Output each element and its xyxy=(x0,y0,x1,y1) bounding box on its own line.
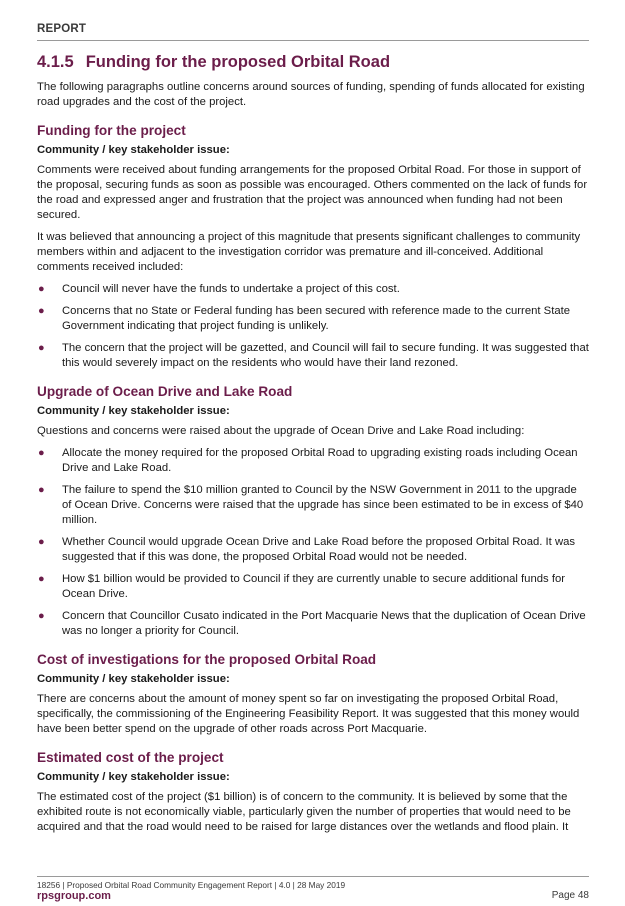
bullet-icon: ● xyxy=(38,283,45,295)
upgrade-paragraph-1: Questions and concerns were raised about the upgrade of Ocean Drive and Lake Road including: xyxy=(37,425,525,437)
list-item xyxy=(37,304,589,334)
investigations-issue-label: Community / key stakeholder issue: xyxy=(37,673,230,685)
estimated-issue-label: Community / key stakeholder issue: xyxy=(37,771,230,783)
upgrade-heading: Upgrade of Ocean Drive and Lake Road xyxy=(37,384,293,399)
section-title: Funding for the proposed Orbital Road xyxy=(85,53,391,71)
list-item-text: Whether Council would upgrade Ocean Drive and Lake Road before the proposed Orbital Road. It was suggested that if this was done, the proposed Orbital Road would not be needed. xyxy=(62,536,576,563)
bullet-icon: ● xyxy=(38,484,45,496)
estimated-paragraph-1: The estimated cost of the project ($1 billion) is of concern to the community. It is believed by some that the exhibited route is not economically viable, particularly given the number of properties that would need to be acquired and that the road would need to be raised for large distances over the wetlands and flood plain. It xyxy=(37,791,571,833)
upgrade-issue-label: Community / key stakeholder issue: xyxy=(37,405,230,417)
bullet-icon: ● xyxy=(38,610,45,622)
footer-site-link[interactable]: rpsgroup.com xyxy=(37,890,111,902)
list-item-text: Concerns that no State or Federal funding has been secured with reference made to the current State Government indicating that project funding is unlikely. xyxy=(62,305,571,332)
upgrade-bullet-list xyxy=(37,446,589,639)
bullet-icon: ● xyxy=(38,342,45,354)
list-item xyxy=(37,572,589,602)
funding-issue-label: Community / key stakeholder issue: xyxy=(37,144,230,156)
list-item-text: Allocate the money required for the proposed Orbital Road to upgrading existing roads including Ocean Drive and Lake Road. xyxy=(62,447,578,474)
report-page xyxy=(37,0,589,906)
bullet-icon: ● xyxy=(38,305,45,317)
list-item-text: The failure to spend the $10 million granted to Council by the NSW Government in 2011 to the upgrade of Ocean Drive. Concerns were raised that the upgrade has since been estimated to be in excess of $40 million. xyxy=(62,484,584,526)
section-heading xyxy=(37,53,589,72)
footer-divider xyxy=(37,876,589,877)
list-item-text: Concern that Councillor Cusato indicated in the Port Macquarie News that the duplication of Ocean Drive was no longer a priority for Council. xyxy=(62,610,586,637)
list-item-text: Council will never have the funds to undertake a project of this cost. xyxy=(62,283,400,295)
list-item xyxy=(37,446,589,476)
investigations-heading: Cost of investigations for the proposed Orbital Road xyxy=(37,652,377,667)
bullet-icon: ● xyxy=(38,573,45,585)
intro-paragraph: The following paragraphs outline concerns around sources of funding, spending of funds allocated for existing road upgrades and the cost of the project. xyxy=(37,81,585,108)
list-item xyxy=(37,341,589,371)
list-item xyxy=(37,483,589,528)
footer-doc-info: 18256 | Proposed Orbital Road Community Engagement Report | 4.0 | 28 May 2019 xyxy=(37,880,346,890)
bullet-icon: ● xyxy=(38,447,45,459)
funding-heading: Funding for the project xyxy=(37,123,186,138)
funding-bullet-list xyxy=(37,282,589,371)
bullet-icon: ● xyxy=(38,536,45,548)
header-divider xyxy=(37,40,589,41)
list-item-text: The concern that the project will be gazetted, and Council will fail to secure funding. It was suggested that this would severely impact on the residents who would have their land rezoned. xyxy=(62,342,589,369)
list-item-text: How $1 billion would be provided to Council if they are currently unable to secure additional funds for Ocean Drive. xyxy=(62,573,566,600)
investigations-paragraph-1: There are concerns about the amount of money spent so far on investigating the proposed Orbital Road, specifically, the commissioning of the Engineering Feasibility Report. It was suggested that this money would have been better spend on the upgrade of other roads across Port Macquarie. xyxy=(37,693,580,735)
page-content xyxy=(37,53,589,842)
list-item xyxy=(37,282,589,297)
page-number: Page 48 xyxy=(551,890,589,901)
section-number: 4.1.5 xyxy=(37,53,74,71)
list-item xyxy=(37,609,589,639)
header-label: REPORT xyxy=(37,23,87,35)
list-item xyxy=(37,535,589,565)
funding-paragraph-2: It was believed that announcing a project of this magnitude that presents significant challenges to community members within and adjacent to the investigation corridor was premature and ill-conceived. Additional comments received included: xyxy=(37,231,581,273)
estimated-heading: Estimated cost of the project xyxy=(37,750,224,765)
funding-paragraph-1: Comments were received about funding arrangements for the proposed Orbital Road. For those in support of the proposal, securing funds as soon as possible was encouraged. Others commented on the lack of funds for the road and expressed anger and frustration that the project was announced when funding had not been secured. xyxy=(37,164,588,221)
